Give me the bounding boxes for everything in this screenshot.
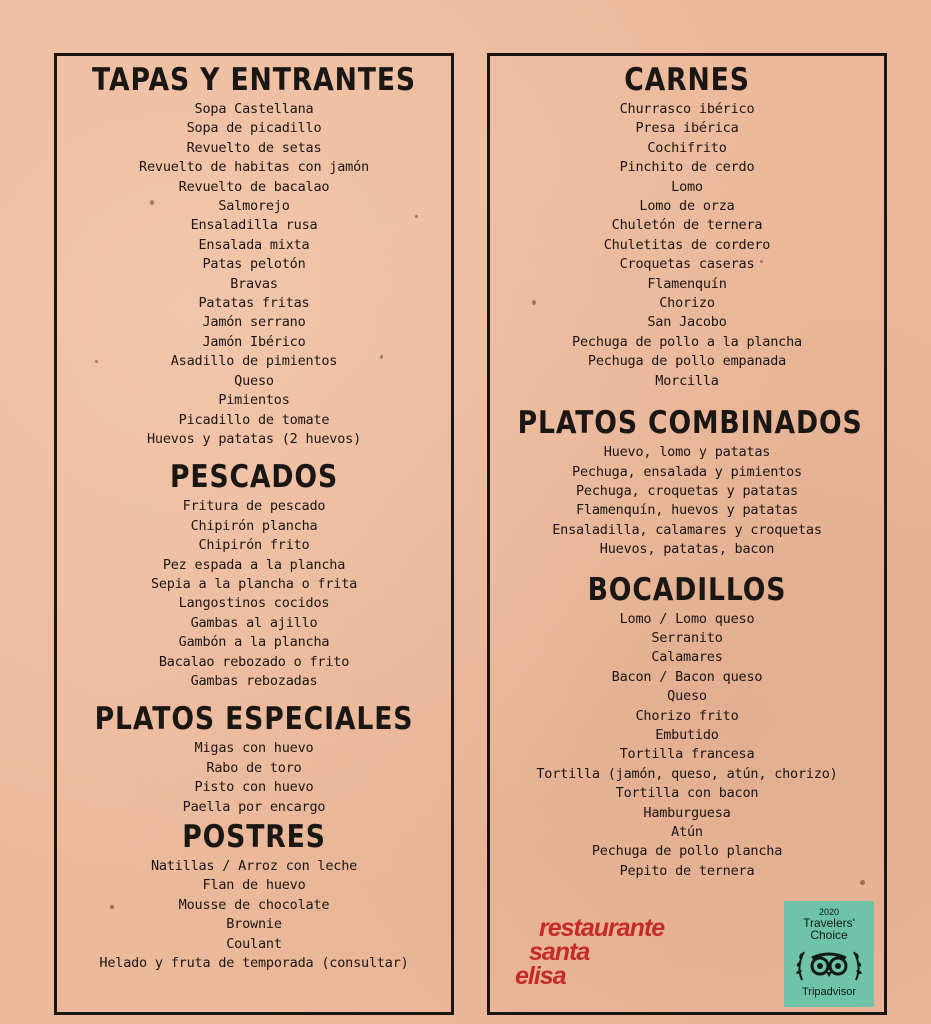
menu-item: Morcilla: [655, 372, 719, 389]
tripadvisor-owl-icon: [794, 944, 864, 984]
menu-item: Flan de huevo: [202, 877, 306, 894]
menu-item: Rabo de toro: [206, 759, 302, 776]
menu-item: Bravas: [230, 275, 278, 292]
menu-item: Pechuga, croquetas y patatas: [576, 482, 798, 499]
section-combinados: [490, 403, 884, 559]
menu-item: Pisto con huevo: [194, 779, 314, 796]
item-list-postres: [57, 857, 451, 973]
item-list-carnes: [490, 100, 884, 391]
item-list-tapas: [57, 100, 451, 449]
menu-item: Pimientos: [218, 392, 290, 409]
menu-item: Calamares: [651, 649, 723, 666]
section-title-bocadillos: BOCADILLOS: [587, 571, 787, 608]
menu-item: Revuelto de bacalao: [178, 178, 330, 195]
menu-item: Huevo, lomo y patatas: [603, 444, 771, 461]
menu-item: Churrasco ibérico: [619, 101, 755, 117]
menu-item: Salmorejo: [218, 198, 290, 215]
item-list-pescados: [57, 497, 451, 691]
menu-item: Chuletitas de cordero: [603, 236, 771, 253]
restaurant-logo: [515, 916, 664, 988]
menu-column-right: [487, 53, 887, 1015]
menu-item: Lomo / Lomo queso: [619, 610, 755, 627]
menu-column-left: [54, 53, 454, 1015]
menu-item: Gambas rebozadas: [190, 672, 318, 689]
menu-item: Paella por encargo: [182, 798, 326, 815]
logo-line-santa: santa: [529, 938, 590, 966]
menu-item: Sepia a la plancha o frita: [150, 575, 358, 592]
menu-item: Fritura de pescado: [182, 498, 326, 515]
menu-item: Coulant: [226, 935, 282, 952]
menu-item: Helado y fruta de temporada (consultar): [99, 955, 409, 972]
menu-item: Presa ibérica: [635, 120, 739, 137]
menu-item: Pechuga de pollo plancha: [591, 843, 783, 860]
menu-item: Patas pelotón: [202, 256, 306, 273]
menu-item: Lomo de orza: [639, 198, 735, 215]
menu-item: Croquetas caseras: [619, 256, 755, 273]
menu-item: Bacon / Bacon queso: [611, 668, 763, 685]
section-especiales: [57, 699, 451, 817]
section-title-pescados: PESCADOS: [169, 459, 339, 496]
menu-item: Gambas al ajillo: [190, 614, 318, 631]
menu-item: Gambón a la plancha: [178, 634, 330, 651]
menu-item: Pechuga de pollo a la plancha: [572, 333, 802, 350]
menu-item: Hamburguesa: [643, 804, 731, 821]
section-title-carnes: CARNES: [624, 62, 750, 98]
menu-item: Pechuga de pollo empanada: [587, 353, 787, 370]
menu-item: Tortilla con bacon: [615, 785, 759, 802]
menu-item: Serranito: [651, 629, 723, 646]
section-pescados: [57, 457, 451, 691]
menu-item: Asadillo de pimientos: [170, 353, 338, 370]
section-title-combinados: PLATOS COMBINADOS: [517, 405, 863, 442]
section-title-postres: POSTRES: [182, 819, 326, 855]
menu-item: Patatas fritas: [198, 295, 310, 312]
section-tapas: [57, 56, 451, 449]
menu-item: Embutido: [655, 726, 719, 743]
menu-item: Pepito de ternera: [619, 862, 755, 879]
item-list-combinados: [490, 443, 884, 559]
menu-item: Tortilla (jamón, queso, atún, chorizo): [536, 765, 838, 782]
menu-item: Chuletón de ternera: [611, 217, 763, 234]
menu-item: Ensaladilla, calamares y croquetas: [552, 521, 822, 538]
section-postres: [57, 817, 451, 973]
badge-brand: Tripadvisor: [802, 986, 856, 998]
menu-item: Tortilla francesa: [619, 746, 755, 763]
travelers-choice-badge: [784, 901, 874, 1007]
menu-item: Queso: [667, 688, 707, 705]
menu-item: San Jacobo: [647, 314, 727, 331]
menu-item: Picadillo de tomate: [178, 411, 330, 428]
menu-item: Natillas / Arroz con leche: [150, 858, 358, 874]
menu-item: Ensaladilla rusa: [190, 217, 318, 234]
badge-line2: Choice: [810, 928, 848, 942]
menu-item: Flamenquín, huevos y patatas: [576, 502, 798, 519]
item-list-especiales: [57, 739, 451, 817]
menu-item: Revuelto de setas: [186, 139, 322, 156]
badge-line1: Travelers': [803, 916, 855, 930]
section-title-tapas: TAPAS Y ENTRANTES: [92, 62, 416, 98]
menu-item: Flamenquín: [647, 275, 727, 292]
menu-item: Mousse de chocolate: [178, 896, 330, 913]
menu-item: Chipirón frito: [198, 537, 310, 554]
section-carnes: [490, 56, 884, 391]
menu-item: Chorizo: [659, 295, 715, 312]
section-bocadillos: [490, 570, 884, 882]
menu-item: Pez espada a la plancha: [162, 556, 346, 573]
menu-item: Brownie: [226, 916, 282, 933]
logo-line-elisa: elisa: [515, 962, 566, 990]
menu-item: Migas con huevo: [194, 740, 314, 757]
menu-item: Ensalada mixta: [198, 236, 310, 253]
badge-year: 2020: [818, 907, 840, 917]
menu-item: Pechuga, ensalada y pimientos: [572, 463, 802, 480]
menu-item: Pinchito de cerdo: [619, 159, 755, 176]
menu-item: Langostinos cocidos: [178, 595, 330, 612]
menu-item: Revuelto de habitas con jamón: [139, 159, 369, 176]
menu-item: Bacalao rebozado o frito: [158, 653, 350, 670]
menu-item: Jamón Ibérico: [202, 333, 306, 350]
menu-item: Lomo: [671, 178, 703, 195]
menu-item: Cochifrito: [647, 139, 727, 156]
section-title-especiales: PLATOS ESPECIALES: [94, 701, 414, 738]
menu-item: Atún: [671, 824, 703, 840]
menu-item: Sopa de picadillo: [186, 120, 322, 137]
item-list-bocadillos: [490, 610, 884, 882]
menu-item: Huevos, patatas, bacon: [599, 541, 775, 558]
menu-item: Sopa Castellana: [194, 101, 314, 117]
logo-line-restaurante: restaurante: [539, 914, 665, 942]
menu-item: Queso: [234, 372, 274, 389]
menu-item: Chorizo frito: [635, 707, 739, 724]
menu-item: Jamón serrano: [202, 314, 306, 331]
menu-item: Chipirón plancha: [190, 517, 318, 534]
menu-item: Huevos y patatas (2 huevos): [146, 430, 362, 447]
